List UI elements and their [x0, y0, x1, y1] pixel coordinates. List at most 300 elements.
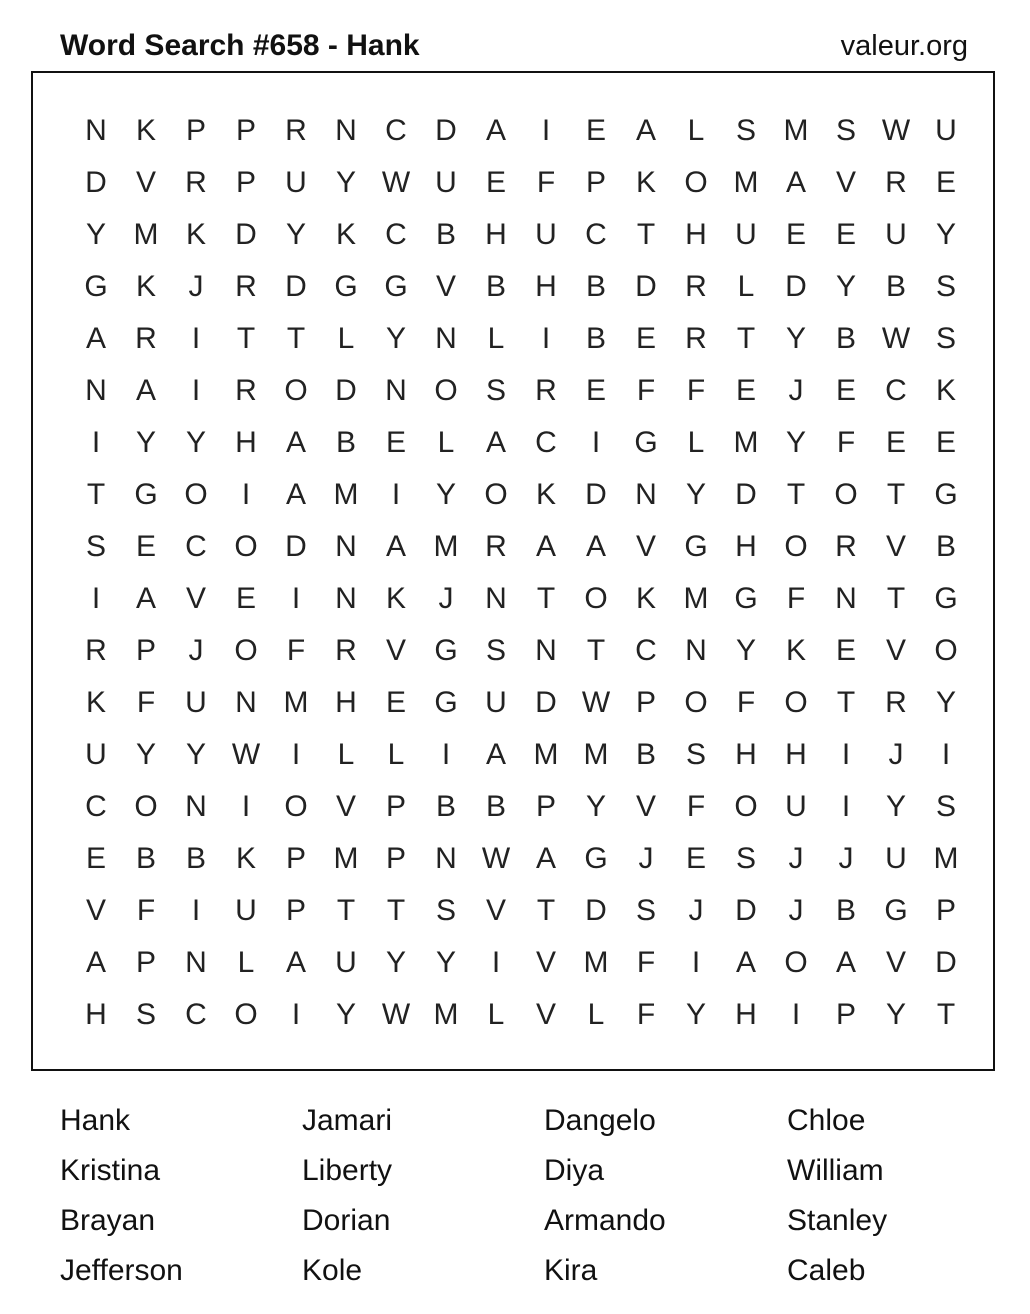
- grid-cell[interactable]: N: [835, 582, 857, 615]
- grid-cell[interactable]: E: [635, 322, 656, 355]
- grid-cell[interactable]: L: [587, 998, 605, 1031]
- grid-cell[interactable]: O: [784, 530, 808, 563]
- grid-cell[interactable]: P: [585, 166, 606, 199]
- grid-cell[interactable]: L: [687, 426, 705, 459]
- grid-cell[interactable]: I: [191, 894, 201, 927]
- grid-cell[interactable]: M: [533, 738, 559, 771]
- grid-cell[interactable]: D: [735, 894, 757, 927]
- grid-cell[interactable]: R: [685, 322, 707, 355]
- grid-cell[interactable]: D: [285, 530, 307, 563]
- grid-cell[interactable]: V: [885, 530, 906, 563]
- grid-cell[interactable]: Y: [85, 218, 106, 251]
- grid-cell[interactable]: P: [135, 946, 156, 979]
- grid-cell[interactable]: C: [535, 426, 557, 459]
- grid-cell[interactable]: S: [935, 322, 956, 355]
- grid-cell[interactable]: J: [688, 894, 704, 927]
- grid-cell[interactable]: R: [185, 166, 207, 199]
- grid-cell[interactable]: B: [185, 842, 206, 875]
- grid-cell[interactable]: I: [841, 738, 851, 771]
- grid-cell[interactable]: A: [285, 478, 306, 511]
- grid-cell[interactable]: M: [133, 218, 159, 251]
- grid-cell[interactable]: M: [733, 426, 759, 459]
- grid-cell[interactable]: M: [583, 946, 609, 979]
- grid-cell[interactable]: G: [434, 686, 458, 719]
- grid-cell[interactable]: N: [185, 946, 207, 979]
- grid-cell[interactable]: B: [585, 270, 606, 303]
- grid-cell[interactable]: U: [285, 166, 307, 199]
- grid-cell[interactable]: I: [841, 790, 851, 823]
- grid-cell[interactable]: O: [484, 478, 508, 511]
- grid-cell[interactable]: K: [535, 478, 556, 511]
- grid-cell[interactable]: B: [485, 270, 506, 303]
- grid-cell[interactable]: P: [235, 114, 256, 147]
- grid-cell[interactable]: P: [935, 894, 956, 927]
- grid-cell[interactable]: O: [934, 634, 958, 667]
- grid-cell[interactable]: K: [235, 842, 256, 875]
- grid-cell[interactable]: D: [735, 478, 757, 511]
- grid-cell[interactable]: O: [234, 998, 258, 1031]
- grid-cell[interactable]: Y: [885, 998, 906, 1031]
- grid-cell[interactable]: Y: [785, 426, 806, 459]
- grid-cell[interactable]: D: [435, 114, 457, 147]
- grid-cell[interactable]: A: [585, 530, 606, 563]
- grid-cell[interactable]: R: [235, 374, 257, 407]
- grid-cell[interactable]: Y: [735, 634, 756, 667]
- grid-cell[interactable]: S: [485, 634, 506, 667]
- grid-cell[interactable]: D: [335, 374, 357, 407]
- grid-cell[interactable]: V: [635, 530, 656, 563]
- grid-cell[interactable]: A: [385, 530, 406, 563]
- grid-cell[interactable]: A: [785, 166, 806, 199]
- grid-cell[interactable]: N: [335, 530, 357, 563]
- grid-cell[interactable]: S: [435, 894, 456, 927]
- grid-cell[interactable]: Y: [285, 218, 306, 251]
- grid-cell[interactable]: A: [85, 946, 106, 979]
- grid-cell[interactable]: F: [686, 790, 706, 823]
- grid-cell[interactable]: G: [134, 478, 158, 511]
- grid-cell[interactable]: Y: [385, 946, 406, 979]
- grid-cell[interactable]: N: [485, 582, 507, 615]
- grid-cell[interactable]: F: [636, 946, 656, 979]
- grid-cell[interactable]: N: [635, 478, 657, 511]
- grid-cell[interactable]: I: [241, 790, 251, 823]
- grid-cell[interactable]: J: [788, 374, 804, 407]
- grid-cell[interactable]: K: [635, 166, 656, 199]
- grid-cell[interactable]: I: [241, 478, 251, 511]
- grid-cell[interactable]: D: [785, 270, 807, 303]
- grid-cell[interactable]: O: [234, 530, 258, 563]
- grid-cell[interactable]: Y: [335, 166, 356, 199]
- grid-cell[interactable]: M: [283, 686, 309, 719]
- grid-cell[interactable]: G: [934, 478, 958, 511]
- grid-cell[interactable]: H: [535, 270, 557, 303]
- grid-cell[interactable]: D: [935, 946, 957, 979]
- grid-cell[interactable]: S: [835, 114, 856, 147]
- grid-cell[interactable]: Y: [135, 426, 156, 459]
- grid-cell[interactable]: D: [585, 894, 607, 927]
- grid-cell[interactable]: M: [433, 998, 459, 1031]
- grid-cell[interactable]: O: [834, 478, 858, 511]
- grid-cell[interactable]: C: [885, 374, 907, 407]
- grid-cell[interactable]: J: [788, 842, 804, 875]
- grid-cell[interactable]: W: [381, 166, 411, 199]
- grid-cell[interactable]: V: [835, 166, 856, 199]
- grid-cell[interactable]: T: [836, 686, 856, 719]
- grid-cell[interactable]: L: [487, 998, 505, 1031]
- grid-cell[interactable]: Y: [185, 738, 206, 771]
- grid-cell[interactable]: U: [735, 218, 757, 251]
- grid-cell[interactable]: Y: [685, 998, 706, 1031]
- grid-cell[interactable]: T: [636, 218, 656, 251]
- grid-cell[interactable]: B: [585, 322, 606, 355]
- grid-cell[interactable]: H: [335, 686, 357, 719]
- grid-cell[interactable]: E: [785, 218, 806, 251]
- grid-cell[interactable]: K: [85, 686, 106, 719]
- grid-cell[interactable]: Y: [685, 478, 706, 511]
- grid-cell[interactable]: Y: [385, 322, 406, 355]
- grid-cell[interactable]: G: [334, 270, 358, 303]
- grid-cell[interactable]: P: [385, 842, 406, 875]
- grid-cell[interactable]: A: [285, 946, 306, 979]
- grid-cell[interactable]: U: [185, 686, 207, 719]
- grid-cell[interactable]: I: [391, 478, 401, 511]
- grid-cell[interactable]: C: [385, 218, 407, 251]
- grid-cell[interactable]: W: [581, 686, 611, 719]
- grid-cell[interactable]: N: [185, 790, 207, 823]
- grid-cell[interactable]: K: [335, 218, 356, 251]
- grid-cell[interactable]: U: [235, 894, 257, 927]
- grid-cell[interactable]: V: [435, 270, 456, 303]
- grid-cell[interactable]: K: [385, 582, 406, 615]
- grid-cell[interactable]: N: [335, 114, 357, 147]
- grid-cell[interactable]: P: [185, 114, 206, 147]
- grid-cell[interactable]: M: [583, 738, 609, 771]
- grid-cell[interactable]: R: [285, 114, 307, 147]
- grid-cell[interactable]: T: [536, 582, 556, 615]
- grid-cell[interactable]: U: [535, 218, 557, 251]
- grid-cell[interactable]: E: [235, 582, 256, 615]
- grid-cell[interactable]: T: [736, 322, 756, 355]
- grid-cell[interactable]: O: [784, 686, 808, 719]
- grid-cell[interactable]: L: [737, 270, 755, 303]
- grid-cell[interactable]: T: [236, 322, 256, 355]
- grid-cell[interactable]: R: [135, 322, 157, 355]
- grid-cell[interactable]: G: [634, 426, 658, 459]
- grid-cell[interactable]: S: [735, 114, 756, 147]
- grid-cell[interactable]: I: [91, 582, 101, 615]
- grid-cell[interactable]: G: [934, 582, 958, 615]
- grid-cell[interactable]: R: [335, 634, 357, 667]
- grid-cell[interactable]: E: [835, 374, 856, 407]
- grid-cell[interactable]: B: [635, 738, 656, 771]
- grid-cell[interactable]: T: [786, 478, 806, 511]
- grid-cell[interactable]: C: [185, 998, 207, 1031]
- grid-cell[interactable]: L: [337, 738, 355, 771]
- grid-cell[interactable]: A: [835, 946, 856, 979]
- grid-cell[interactable]: A: [735, 946, 756, 979]
- grid-cell[interactable]: N: [385, 374, 407, 407]
- grid-cell[interactable]: R: [685, 270, 707, 303]
- grid-cell[interactable]: N: [685, 634, 707, 667]
- grid-cell[interactable]: I: [91, 426, 101, 459]
- grid-cell[interactable]: B: [935, 530, 956, 563]
- grid-cell[interactable]: G: [734, 582, 758, 615]
- grid-cell[interactable]: H: [235, 426, 257, 459]
- grid-cell[interactable]: B: [335, 426, 356, 459]
- grid-cell[interactable]: L: [237, 946, 255, 979]
- grid-cell[interactable]: B: [135, 842, 156, 875]
- grid-cell[interactable]: G: [584, 842, 608, 875]
- grid-cell[interactable]: E: [135, 530, 156, 563]
- grid-cell[interactable]: G: [84, 270, 108, 303]
- grid-cell[interactable]: B: [485, 790, 506, 823]
- grid-cell[interactable]: U: [335, 946, 357, 979]
- grid-cell[interactable]: R: [885, 166, 907, 199]
- grid-cell[interactable]: A: [135, 582, 156, 615]
- grid-cell[interactable]: Y: [335, 998, 356, 1031]
- grid-cell[interactable]: C: [635, 634, 657, 667]
- grid-cell[interactable]: S: [85, 530, 106, 563]
- grid-cell[interactable]: Y: [885, 790, 906, 823]
- grid-cell[interactable]: K: [785, 634, 806, 667]
- grid-cell[interactable]: H: [735, 738, 757, 771]
- grid-cell[interactable]: P: [835, 998, 856, 1031]
- grid-cell[interactable]: C: [385, 114, 407, 147]
- grid-cell[interactable]: V: [185, 582, 206, 615]
- grid-cell[interactable]: P: [535, 790, 556, 823]
- grid-cell[interactable]: E: [485, 166, 506, 199]
- grid-cell[interactable]: C: [85, 790, 107, 823]
- grid-cell[interactable]: F: [136, 894, 156, 927]
- grid-cell[interactable]: I: [541, 114, 551, 147]
- grid-cell[interactable]: W: [881, 322, 911, 355]
- grid-cell[interactable]: K: [935, 374, 956, 407]
- grid-cell[interactable]: V: [535, 946, 556, 979]
- grid-cell[interactable]: V: [885, 634, 906, 667]
- grid-cell[interactable]: P: [235, 166, 256, 199]
- grid-cell[interactable]: V: [335, 790, 356, 823]
- grid-cell[interactable]: S: [735, 842, 756, 875]
- grid-cell[interactable]: I: [941, 738, 951, 771]
- grid-cell[interactable]: D: [285, 270, 307, 303]
- grid-cell[interactable]: B: [835, 894, 856, 927]
- grid-cell[interactable]: G: [684, 530, 708, 563]
- grid-cell[interactable]: C: [585, 218, 607, 251]
- grid-cell[interactable]: R: [885, 686, 907, 719]
- grid-cell[interactable]: R: [85, 634, 107, 667]
- grid-cell[interactable]: A: [635, 114, 656, 147]
- grid-cell[interactable]: W: [481, 842, 511, 875]
- grid-cell[interactable]: E: [585, 114, 606, 147]
- grid-cell[interactable]: A: [485, 426, 506, 459]
- grid-cell[interactable]: L: [487, 322, 505, 355]
- grid-cell[interactable]: B: [885, 270, 906, 303]
- grid-cell[interactable]: S: [935, 270, 956, 303]
- grid-cell[interactable]: J: [188, 634, 204, 667]
- grid-cell[interactable]: E: [385, 686, 406, 719]
- grid-cell[interactable]: R: [535, 374, 557, 407]
- grid-cell[interactable]: O: [284, 374, 308, 407]
- grid-cell[interactable]: A: [135, 374, 156, 407]
- grid-cell[interactable]: P: [385, 790, 406, 823]
- grid-cell[interactable]: T: [886, 478, 906, 511]
- grid-cell[interactable]: T: [336, 894, 356, 927]
- grid-cell[interactable]: V: [485, 894, 506, 927]
- grid-cell[interactable]: Y: [935, 218, 956, 251]
- grid-cell[interactable]: D: [535, 686, 557, 719]
- grid-cell[interactable]: D: [235, 218, 257, 251]
- grid-cell[interactable]: W: [231, 738, 261, 771]
- grid-cell[interactable]: I: [691, 946, 701, 979]
- grid-cell[interactable]: O: [784, 946, 808, 979]
- grid-cell[interactable]: G: [384, 270, 408, 303]
- grid-cell[interactable]: V: [535, 998, 556, 1031]
- grid-cell[interactable]: U: [85, 738, 107, 771]
- grid-cell[interactable]: L: [337, 322, 355, 355]
- grid-cell[interactable]: O: [184, 478, 208, 511]
- grid-cell[interactable]: D: [585, 478, 607, 511]
- grid-cell[interactable]: O: [734, 790, 758, 823]
- grid-cell[interactable]: G: [434, 634, 458, 667]
- grid-cell[interactable]: K: [135, 270, 156, 303]
- grid-cell[interactable]: A: [285, 426, 306, 459]
- grid-cell[interactable]: A: [485, 114, 506, 147]
- grid-cell[interactable]: M: [333, 842, 359, 875]
- grid-cell[interactable]: F: [686, 374, 706, 407]
- grid-cell[interactable]: Y: [785, 322, 806, 355]
- grid-cell[interactable]: F: [286, 634, 306, 667]
- grid-cell[interactable]: N: [335, 582, 357, 615]
- grid-cell[interactable]: T: [386, 894, 406, 927]
- grid-cell[interactable]: F: [136, 686, 156, 719]
- grid-cell[interactable]: N: [435, 842, 457, 875]
- grid-cell[interactable]: N: [235, 686, 257, 719]
- grid-cell[interactable]: W: [381, 998, 411, 1031]
- grid-cell[interactable]: A: [485, 738, 506, 771]
- grid-cell[interactable]: F: [786, 582, 806, 615]
- grid-cell[interactable]: M: [683, 582, 709, 615]
- grid-cell[interactable]: I: [791, 998, 801, 1031]
- grid-cell[interactable]: E: [885, 426, 906, 459]
- grid-cell[interactable]: V: [635, 790, 656, 823]
- grid-cell[interactable]: M: [783, 114, 809, 147]
- grid-cell[interactable]: D: [85, 166, 107, 199]
- grid-cell[interactable]: R: [485, 530, 507, 563]
- grid-cell[interactable]: K: [185, 218, 206, 251]
- grid-cell[interactable]: V: [385, 634, 406, 667]
- grid-cell[interactable]: I: [591, 426, 601, 459]
- grid-cell[interactable]: U: [935, 114, 957, 147]
- grid-cell[interactable]: Y: [135, 738, 156, 771]
- grid-cell[interactable]: P: [635, 686, 656, 719]
- grid-cell[interactable]: I: [191, 374, 201, 407]
- grid-cell[interactable]: O: [584, 582, 608, 615]
- grid-cell[interactable]: P: [285, 842, 306, 875]
- grid-cell[interactable]: J: [788, 894, 804, 927]
- grid-cell[interactable]: Y: [185, 426, 206, 459]
- grid-cell[interactable]: T: [886, 582, 906, 615]
- grid-cell[interactable]: S: [635, 894, 656, 927]
- grid-cell[interactable]: O: [684, 686, 708, 719]
- grid-cell[interactable]: P: [285, 894, 306, 927]
- grid-cell[interactable]: J: [638, 842, 654, 875]
- grid-cell[interactable]: S: [135, 998, 156, 1031]
- grid-cell[interactable]: S: [685, 738, 706, 771]
- grid-cell[interactable]: I: [291, 998, 301, 1031]
- grid-cell[interactable]: O: [434, 374, 458, 407]
- grid-cell[interactable]: K: [135, 114, 156, 147]
- grid-cell[interactable]: N: [435, 322, 457, 355]
- grid-cell[interactable]: E: [835, 218, 856, 251]
- grid-cell[interactable]: T: [536, 894, 556, 927]
- grid-cell[interactable]: R: [235, 270, 257, 303]
- grid-cell[interactable]: Y: [585, 790, 606, 823]
- grid-cell[interactable]: M: [433, 530, 459, 563]
- grid-cell[interactable]: V: [885, 946, 906, 979]
- grid-cell[interactable]: U: [485, 686, 507, 719]
- grid-cell[interactable]: C: [185, 530, 207, 563]
- grid-cell[interactable]: K: [635, 582, 656, 615]
- grid-cell[interactable]: W: [881, 114, 911, 147]
- grid-cell[interactable]: E: [835, 634, 856, 667]
- grid-cell[interactable]: J: [888, 738, 904, 771]
- grid-cell[interactable]: F: [636, 998, 656, 1031]
- grid-cell[interactable]: A: [535, 530, 556, 563]
- grid-cell[interactable]: U: [885, 218, 907, 251]
- grid-cell[interactable]: Y: [935, 686, 956, 719]
- grid-cell[interactable]: Y: [435, 478, 456, 511]
- grid-cell[interactable]: A: [535, 842, 556, 875]
- grid-cell[interactable]: J: [188, 270, 204, 303]
- grid-cell[interactable]: N: [85, 374, 107, 407]
- grid-cell[interactable]: F: [836, 426, 856, 459]
- grid-cell[interactable]: F: [536, 166, 556, 199]
- grid-cell[interactable]: T: [286, 322, 306, 355]
- grid-cell[interactable]: T: [86, 478, 106, 511]
- grid-cell[interactable]: U: [785, 790, 807, 823]
- grid-cell[interactable]: E: [85, 842, 106, 875]
- grid-cell[interactable]: U: [435, 166, 457, 199]
- grid-cell[interactable]: E: [685, 842, 706, 875]
- grid-cell[interactable]: H: [735, 998, 757, 1031]
- grid-cell[interactable]: F: [636, 374, 656, 407]
- grid-cell[interactable]: L: [387, 738, 405, 771]
- grid-cell[interactable]: H: [735, 530, 757, 563]
- grid-cell[interactable]: S: [485, 374, 506, 407]
- grid-cell[interactable]: L: [687, 114, 705, 147]
- grid-cell[interactable]: V: [135, 166, 156, 199]
- grid-cell[interactable]: J: [438, 582, 454, 615]
- grid-cell[interactable]: E: [735, 374, 756, 407]
- grid-cell[interactable]: M: [933, 842, 959, 875]
- grid-cell[interactable]: B: [435, 790, 456, 823]
- grid-cell[interactable]: I: [541, 322, 551, 355]
- grid-cell[interactable]: E: [585, 374, 606, 407]
- grid-cell[interactable]: T: [936, 998, 956, 1031]
- grid-cell[interactable]: E: [935, 426, 956, 459]
- grid-cell[interactable]: H: [485, 218, 507, 251]
- grid-cell[interactable]: H: [85, 998, 107, 1031]
- grid-cell[interactable]: G: [884, 894, 908, 927]
- grid-cell[interactable]: Y: [435, 946, 456, 979]
- grid-cell[interactable]: M: [333, 478, 359, 511]
- grid-cell[interactable]: F: [736, 686, 756, 719]
- grid-cell[interactable]: I: [291, 738, 301, 771]
- grid-cell[interactable]: V: [85, 894, 106, 927]
- grid-cell[interactable]: E: [935, 166, 956, 199]
- grid-cell[interactable]: T: [586, 634, 606, 667]
- grid-cell[interactable]: P: [135, 634, 156, 667]
